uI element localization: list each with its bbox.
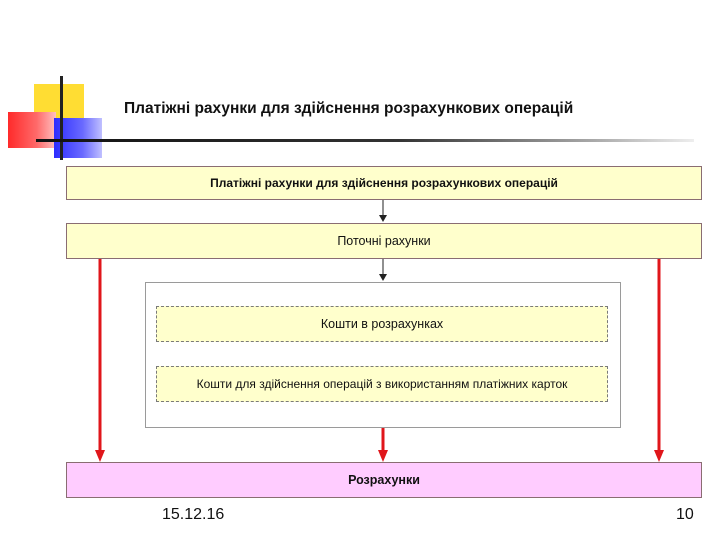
black-arrow-current-to-container <box>379 259 387 281</box>
settlements-box: Розрахунки <box>66 462 702 498</box>
slide-title: Платіжні рахунки для здійснення розрахункових операцій <box>124 100 574 117</box>
payment-accounts-box: Платіжні рахунки для здійснення розрахункових операцій <box>66 166 702 200</box>
card-operations-funds-box: Кошти для здійснення операцій з використанням платіжних карток <box>156 366 608 402</box>
slide-date: 15.12.16 <box>162 506 225 523</box>
funds-in-settlement-box: Кошти в розрахунках <box>156 306 608 342</box>
red-arrow-center <box>378 426 388 462</box>
black-arrow-top-to-current <box>379 200 387 222</box>
current-accounts-box: Поточні рахунки <box>66 223 702 259</box>
red-arrow-right <box>654 259 664 462</box>
page-number: 10 <box>676 506 694 523</box>
funds-container <box>145 282 621 428</box>
red-arrow-left <box>95 259 105 462</box>
